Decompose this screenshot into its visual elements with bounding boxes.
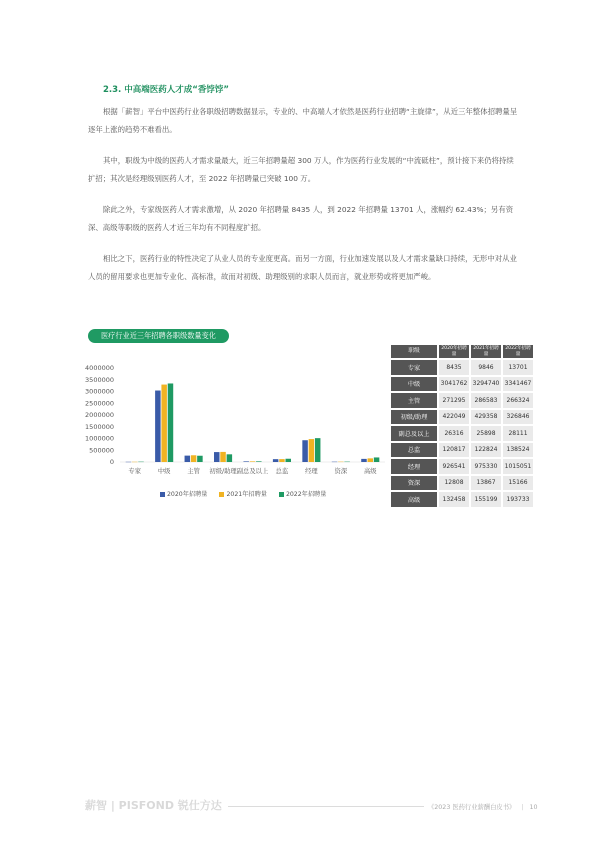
row-label: 资深 <box>391 476 437 491</box>
legend-swatch-2022 <box>279 492 284 497</box>
bar-高级-2021年招聘量 <box>368 458 374 462</box>
table-cell: 120817 <box>439 443 469 458</box>
data-table <box>389 343 535 509</box>
table-cell: 422049 <box>439 410 469 425</box>
table-cell: 122824 <box>471 443 501 458</box>
bar-副总及以上-2022年招聘量 <box>256 461 262 462</box>
table-cell: 266324 <box>503 393 533 408</box>
footer-page-number: 10 <box>529 804 538 811</box>
x-tick-label: 高级 <box>363 468 377 475</box>
row-label: 中级 <box>391 377 437 392</box>
row-label: 初级/助理 <box>391 410 437 425</box>
table-cell: 13701 <box>503 360 533 375</box>
x-tick-label: 总监 <box>275 468 289 475</box>
table-cell: 271295 <box>439 393 469 408</box>
table-row <box>391 459 533 474</box>
table-header-cell: 2021年招聘量 <box>471 345 501 358</box>
table-row <box>391 393 533 408</box>
table-header-cell: 2020年招聘量 <box>439 345 469 358</box>
table-cell: 9846 <box>471 360 501 375</box>
x-tick-label: 初级/助理 <box>209 468 237 475</box>
table-cell: 138524 <box>503 443 533 458</box>
chart-legend <box>160 489 336 498</box>
table-cell: 8435 <box>439 360 469 375</box>
paragraph-1: 根据「薪智」平台中医药行业各职级招聘数据显示，专业的、中高端人才依然是医药行业招聘“主旋律”，从近三年整体招聘量呈逐年上涨的趋势不难看出。 <box>88 107 518 134</box>
y-tick-label: 0 <box>109 458 114 466</box>
bar-主管-2020年招聘量 <box>185 456 191 462</box>
bar-中级-2020年招聘量 <box>155 391 161 462</box>
legend-item-2021 <box>219 489 267 498</box>
row-label: 主管 <box>391 393 437 408</box>
legend-label-2021: 2021年招聘量 <box>226 491 267 498</box>
table-cell: 286583 <box>471 393 501 408</box>
table-cell: 13867 <box>471 476 501 491</box>
table-row <box>391 443 533 458</box>
legend-swatch-2020 <box>160 492 165 497</box>
table-cell: 429358 <box>471 410 501 425</box>
table-header-row <box>391 345 533 358</box>
table-cell: 155199 <box>471 492 501 507</box>
table-row <box>391 360 533 375</box>
bar-中级-2022年招聘量 <box>168 383 174 462</box>
footer-separator: | <box>521 804 524 811</box>
table-cell: 25898 <box>471 426 501 441</box>
table-row <box>391 377 533 392</box>
y-tick-label: 3500000 <box>85 375 114 384</box>
table-row <box>391 492 533 507</box>
legend-item-2020 <box>160 489 208 498</box>
table-header-cell: 2022年招聘量 <box>503 345 533 358</box>
table-cell: 3041762 <box>439 377 469 392</box>
bar-副总及以上-2020年招聘量 <box>243 461 249 462</box>
footer-divider <box>228 806 424 807</box>
bar-初级/助理-2021年招聘量 <box>220 452 226 462</box>
paragraph-2: 其中，职级为中级的医药人才需求量最大，近三年招聘量超 300 万人，作为医药行业发展的“中流砥柱”，预计接下来仍将持续扩招；其次是经理级别医药人才，至 2022 年招聘量已突破 100 万。 <box>88 156 514 183</box>
x-tick-label: 中级 <box>157 468 171 475</box>
paragraph-4: 相比之下，医药行业的特性决定了从业人员的专业度更高。而另一方面，行业加速发展以及人才需求量缺口持续，无形中对从业人员的留用要求也更加专业化、高标准，故而对初级、助理级别的求职人员而言，就业形势或将更加严峻。 <box>88 254 517 281</box>
bar-高级-2022年招聘量 <box>374 457 380 462</box>
legend-item-2022 <box>279 489 327 498</box>
table-cell: 3341467 <box>503 377 533 392</box>
table-row <box>391 426 533 441</box>
x-tick-label: 专家 <box>128 468 142 475</box>
y-tick-label: 3000000 <box>85 387 114 396</box>
section-heading: 2.3. 中高端医药人才成“香饽饽” <box>103 85 229 95</box>
footer-logo: 薪智 | PISFOND 锐仕方达 <box>85 799 222 812</box>
chart-title: 医疗行业近三年招聘各职级数量变化 <box>88 329 229 343</box>
bar-初级/助理-2020年招聘量 <box>214 452 220 462</box>
x-tick-label: 副总及以上 <box>236 468 269 475</box>
bar-经理-2020年招聘量 <box>302 440 308 462</box>
legend-swatch-2021 <box>219 492 224 497</box>
bar-经理-2022年招聘量 <box>315 438 321 462</box>
y-tick-label: 1000000 <box>85 434 114 443</box>
bar-初级/助理-2022年招聘量 <box>227 454 233 462</box>
table-header-cell: 职级 <box>391 345 437 358</box>
row-label: 高级 <box>391 492 437 507</box>
row-label: 专家 <box>391 360 437 375</box>
x-tick-label: 资深 <box>334 468 348 475</box>
bar-总监-2021年招聘量 <box>279 459 285 462</box>
y-tick-label: 2000000 <box>85 411 114 419</box>
table-cell: 12808 <box>439 476 469 491</box>
row-label: 总监 <box>391 443 437 458</box>
table-cell: 132458 <box>439 492 469 507</box>
bar-主管-2021年招聘量 <box>191 455 197 462</box>
table-cell: 28111 <box>503 426 533 441</box>
bar-总监-2020年招聘量 <box>273 459 279 462</box>
y-tick-label: 2500000 <box>85 399 114 408</box>
bar-主管-2022年招聘量 <box>197 456 203 462</box>
legend-label-2022: 2022年招聘量 <box>285 491 327 498</box>
x-tick-label: 主管 <box>187 468 200 475</box>
bar-chart <box>80 358 390 488</box>
bar-副总及以上-2021年招聘量 <box>250 461 256 462</box>
footer-doc-title: 《2023 医药行业薪酬白皮书》 <box>428 804 516 811</box>
y-tick-label: 1500000 <box>85 422 114 431</box>
table-cell: 26316 <box>439 426 469 441</box>
table-cell: 926541 <box>439 459 469 474</box>
legend-label-2020: 2020年招聘量 <box>167 491 208 498</box>
footer-doc-info <box>428 802 537 811</box>
bar-经理-2021年招聘量 <box>309 439 315 462</box>
table-row <box>391 476 533 491</box>
table-cell: 3294740 <box>471 377 501 392</box>
bar-高级-2020年招聘量 <box>361 459 367 462</box>
table-cell: 1015051 <box>503 459 533 474</box>
table-row <box>391 410 533 425</box>
table-cell: 15166 <box>503 476 533 491</box>
bar-中级-2021年招聘量 <box>161 385 167 462</box>
paragraph-3: 除此之外，专家级医药人才需求激增，从 2020 年招聘量 8435 人，到 2022 年招聘量 13701 人，涨幅约 62.43%；另有资深、高级等职级的医药人才近三年均有不同程度扩招。 <box>88 205 514 232</box>
table-cell: 193733 <box>503 492 533 507</box>
row-label: 经理 <box>391 459 437 474</box>
x-tick-label: 经理 <box>305 468 318 475</box>
table-cell: 326846 <box>503 410 533 425</box>
y-tick-label: 500000 <box>89 446 114 455</box>
table-cell: 975330 <box>471 459 501 474</box>
bar-总监-2022年招聘量 <box>285 459 291 462</box>
y-tick-label: 4000000 <box>85 364 114 372</box>
row-label: 副总及以上 <box>391 426 437 441</box>
